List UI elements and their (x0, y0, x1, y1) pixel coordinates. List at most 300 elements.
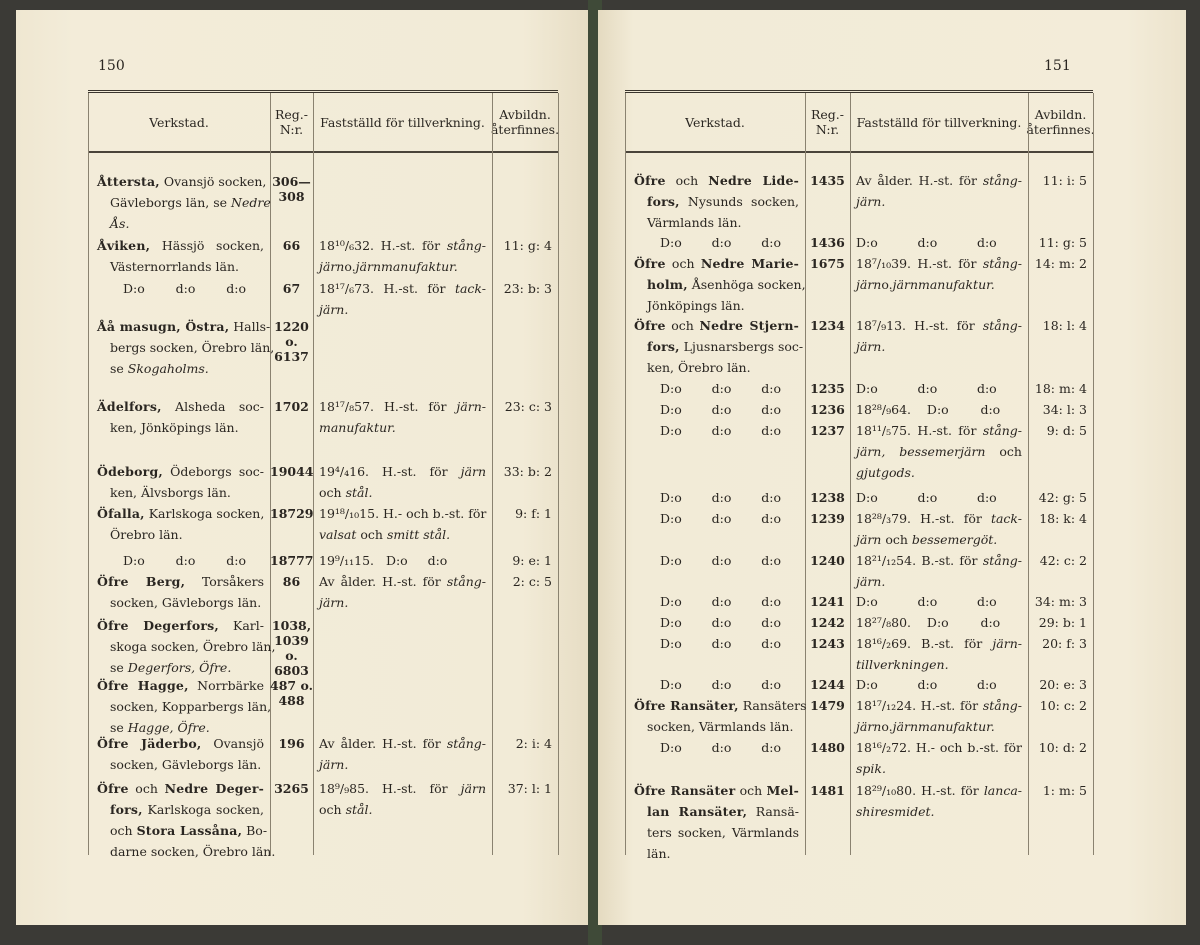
verkstad-cell (634, 315, 804, 378)
faststalld-cell (856, 170, 1022, 212)
avbildn-cell: 11: g: 5 (1038, 235, 1087, 250)
text-segment: Örebro län. (110, 527, 183, 542)
text-segment: 18²⁹/₁₀80. H.-st. för (856, 783, 984, 798)
ditto-line (634, 550, 799, 571)
verkstad-cell (634, 232, 799, 253)
text-segment: Gävleborgs län, se (110, 195, 232, 210)
text-segment: Västernorrlands län. (110, 259, 240, 274)
text-segment: stång- (982, 698, 1022, 713)
text-segment: socken, Gävleborgs län. (110, 595, 262, 610)
header-verkstad: Verkstad. (685, 114, 745, 130)
ditto-mark: D:o (660, 740, 682, 755)
text-line (97, 316, 271, 337)
text-segment: Norrbärke (188, 678, 264, 693)
text-segment: Öfre Ransäter, (634, 698, 739, 713)
text-line (97, 778, 264, 799)
verkstad-cell (97, 778, 276, 862)
reg-number: 196 (278, 736, 305, 751)
text-line (97, 482, 264, 503)
reg-number: 306— (272, 174, 311, 189)
text-line (634, 212, 799, 233)
faststalld-cell (856, 399, 1022, 420)
ditto-mark: d:o (175, 553, 196, 568)
text-line (634, 274, 806, 295)
text-segment: Åå masugn, Östra, (97, 319, 230, 334)
register-table (625, 90, 1095, 861)
text-line (856, 780, 1022, 801)
text-segment: Halls- (229, 319, 271, 334)
text-segment: Öfre (97, 781, 129, 796)
reg-nr-cell (805, 737, 850, 755)
text-segment: Öfre (634, 318, 666, 333)
text-segment: ken, Jönköpings län. (110, 420, 239, 435)
text-segment: Hagge, Öfre. (127, 720, 210, 735)
faststalld-cell (856, 737, 1022, 779)
text-segment: Ljusnarsbergs soc- (679, 339, 804, 354)
text-segment: holm, (647, 277, 688, 292)
text-segment: socken, Kopparbergs län, (110, 699, 272, 714)
reg-number: 3265 (274, 781, 309, 796)
ditto-line (634, 674, 799, 695)
header-faststalld: Fastställd för tillverkning. (856, 114, 1022, 130)
ditto-line (634, 591, 799, 612)
text-segment: lanca- (983, 783, 1022, 798)
reg-nr-cell (805, 487, 850, 505)
verkstad-cell (97, 278, 264, 299)
avbildn-cell: 29: b: 1 (1038, 615, 1087, 630)
text-segment: skoga socken, Örebro län, (110, 639, 276, 654)
verkstad-cell (634, 253, 806, 316)
text-segment: bessemergöt. (911, 532, 998, 547)
reg-number: 1238 (810, 490, 845, 505)
page-number: 150 (98, 58, 125, 74)
text-line (97, 615, 264, 636)
text-line (97, 696, 272, 717)
verkstad-cell (97, 503, 264, 545)
reg-number: 1480 (810, 740, 845, 755)
ditto-mark: d:o (226, 281, 246, 296)
text-segment: och (319, 485, 346, 500)
avbildn-cell: 2: i: 4 (515, 736, 552, 751)
reg-number: 1236 (810, 402, 845, 417)
text-segment: Ransä- (747, 804, 799, 819)
verkstad-cell (634, 612, 799, 633)
faststalld-cell (319, 571, 486, 613)
text-line (856, 737, 1022, 758)
avbildn-cell: 33: b: 2 (503, 464, 552, 479)
text-segment: stång- (982, 173, 1022, 188)
text-segment: ken, Älvsborgs län. (110, 485, 231, 500)
text-segment: Ädelfors, (97, 399, 162, 414)
text-line (97, 417, 264, 438)
header-avbildn: Avbildn. återfinnes. (490, 107, 560, 137)
text-segment: Jönköpings län. (647, 298, 745, 313)
reg-number: 308 (278, 189, 305, 204)
text-segment: tillverkningen. (856, 657, 949, 672)
reg-number: 1237 (810, 423, 845, 438)
text-segment: 18¹⁰/₆32. H.-st. för (319, 238, 447, 253)
reg-nr-cell (805, 232, 850, 250)
text-line (97, 841, 276, 862)
text-segment: och (735, 783, 767, 798)
text-segment: Nedre Lide- (708, 173, 799, 188)
text-segment: Öfre (634, 256, 666, 271)
reg-nr-cell (270, 171, 313, 204)
left-page (16, 10, 592, 925)
text-line (856, 462, 1022, 483)
text-segment: Värmlands län. (647, 215, 742, 230)
text-segment: 18⁷/₁₀39. H.-st. för (856, 256, 983, 271)
reg-nr-cell (270, 461, 313, 479)
text-segment: Ödeborgs soc- (162, 464, 264, 479)
ditto-mark: d:o (711, 490, 732, 505)
reg-number: 67 (282, 281, 301, 296)
text-segment: fors, (647, 339, 680, 354)
ditto-mark: d:o (761, 615, 781, 630)
avbildn-cell: 9: f: 1 (515, 506, 552, 521)
ditto-mark: D:o (660, 636, 682, 651)
text-segment: järn- (992, 636, 1022, 651)
text-segment: Av ålder. H.-st. för (856, 173, 983, 188)
reg-nr-cell (805, 780, 850, 798)
text-line (856, 758, 1022, 779)
text-segment: Ovansjö (201, 736, 264, 751)
avbildn-cell: 34: m: 3 (1034, 594, 1087, 609)
ditto-line (634, 633, 799, 654)
text-line (856, 550, 1022, 571)
ditto-mark: d:o (761, 677, 781, 692)
text-segment: Ransäters (738, 698, 807, 713)
text-line (97, 592, 264, 613)
ditto-mark: d:o (711, 511, 732, 526)
text-segment: Öfre Ransäter (634, 783, 736, 798)
faststalld-cell (856, 550, 1022, 592)
text-segment: Nedre (231, 195, 271, 210)
reg-nr-cell (270, 615, 313, 678)
text-line (319, 396, 486, 417)
text-segment: stång- (982, 553, 1022, 568)
text-line (97, 256, 264, 277)
ditto-mark: D:o (660, 615, 682, 630)
verkstad-cell (634, 674, 799, 695)
text-line (319, 754, 486, 775)
verkstad-cell (634, 378, 799, 399)
text-segment: järnmanufaktur. (892, 277, 995, 292)
verkstad-cell (634, 487, 799, 508)
reg-number: 1039 o. (274, 633, 309, 663)
ditto-line (634, 612, 799, 633)
text-segment: Skogaholms. (127, 361, 209, 376)
text-segment: Nedre Deger- (164, 781, 264, 796)
ditto-mark: D:o (660, 594, 682, 609)
ditto-mark: d:o (175, 281, 196, 296)
text-segment: manufaktur. (319, 420, 396, 435)
faststalld-cell (856, 378, 1022, 399)
reg-number: 1244 (810, 677, 845, 692)
text-line (319, 778, 486, 799)
ditto-line (634, 508, 799, 529)
ditto-mark: d:o (711, 381, 732, 396)
text-line (319, 278, 486, 299)
text-segment: o. (881, 277, 893, 292)
text-line (634, 716, 799, 737)
reg-number: 1702 (274, 399, 309, 414)
reg-nr-cell (270, 235, 313, 253)
verkstad-cell (97, 615, 276, 678)
text-segment: 19⁹/₁₁15. D:o d:o (319, 553, 448, 568)
ditto-mark: d:o (761, 402, 781, 417)
text-segment: och (881, 532, 912, 547)
text-segment: 18¹⁷/₆73. H.-st. för (319, 281, 455, 296)
text-segment: järn. (319, 595, 349, 610)
text-segment: och (985, 444, 1022, 459)
text-segment: socken, Värmlands län. (647, 719, 794, 734)
ditto-mark: D:o (660, 381, 682, 396)
text-line (97, 503, 264, 524)
avbildn-cell: 23: c: 3 (504, 399, 552, 414)
text-segment: och (110, 823, 137, 838)
faststalld-cell (856, 674, 1022, 695)
text-segment: järn. (856, 339, 886, 354)
faststalld-cell (856, 633, 1022, 675)
text-segment: 19¹⁸/₁₀15. H.- och b.-st. för (319, 506, 487, 521)
ditto-mark: d:o (761, 490, 781, 505)
text-line (319, 461, 486, 482)
avbildn-cell: 34: l: 3 (1042, 402, 1087, 417)
text-line (856, 633, 1022, 654)
avbildn-cell: 9: d: 5 (1046, 423, 1087, 438)
text-segment: stång- (446, 574, 486, 589)
ditto-mark: D:o (123, 281, 145, 296)
ditto-line (634, 737, 799, 758)
reg-number: 1239 (810, 511, 845, 526)
reg-number: 1436 (810, 235, 845, 250)
text-segment: och (319, 802, 346, 817)
faststalld-cell (319, 778, 486, 820)
text-segment: stång- (982, 318, 1022, 333)
text-line (856, 591, 1022, 612)
text-segment: se (110, 361, 128, 376)
text-line (97, 733, 264, 754)
avbildn-cell: 14: m: 2 (1034, 256, 1087, 271)
text-segment: Mel- (766, 783, 799, 798)
text-segment: Öfre Hagge, (97, 678, 189, 693)
faststalld-cell (319, 461, 486, 503)
faststalld-cell (856, 253, 1022, 295)
column-divider (558, 93, 559, 855)
text-line (319, 235, 486, 256)
verkstad-cell (97, 675, 272, 738)
text-segment: järn. (856, 574, 886, 589)
text-segment: järn, bessemerjärn (856, 444, 986, 459)
avbildn-cell: 42: c: 2 (1039, 553, 1087, 568)
text-segment: 19⁴/₄16. H.-st. för (319, 464, 461, 479)
text-segment: o. (881, 719, 893, 734)
text-line (856, 654, 1022, 675)
avbildn-cell: 42: g: 5 (1038, 490, 1087, 505)
text-segment: järn- (456, 399, 486, 414)
avbildn-cell: 20: e: 3 (1039, 677, 1087, 692)
text-line (97, 337, 275, 358)
ditto-mark: d:o (711, 740, 732, 755)
text-line (634, 191, 799, 212)
ditto-line (97, 278, 264, 299)
text-line (319, 799, 486, 820)
text-segment: Karlskoga socken, (142, 802, 264, 817)
ditto-mark: d:o (711, 423, 732, 438)
avbildn-cell: 37: l: 1 (507, 781, 552, 796)
reg-number: 1242 (810, 615, 845, 630)
ditto-mark: d:o (761, 636, 781, 651)
text-segment: 18⁷/₉13. H.-st. för (856, 318, 983, 333)
text-line (634, 357, 799, 378)
ditto-mark: d:o (761, 594, 781, 609)
ditto-mark: d:o (711, 636, 732, 651)
text-line (856, 336, 1022, 357)
column-divider (850, 93, 851, 855)
ditto-line (634, 232, 799, 253)
reg-nr-cell (270, 733, 313, 751)
text-segment: Av ålder. H.-st. för (319, 736, 447, 751)
reg-number: 1038, (271, 618, 312, 633)
text-line (856, 232, 1022, 253)
faststalld-cell (319, 503, 486, 545)
text-line (634, 801, 799, 822)
text-line (97, 171, 267, 192)
reg-nr-cell (805, 674, 850, 692)
header-reg-nr: Reg.-N:r. (810, 107, 844, 137)
text-segment: 18²⁸/₉64. D:o d:o (856, 402, 1001, 417)
reg-number: 6137 (274, 349, 309, 364)
text-segment: ken, Örebro län. (647, 360, 751, 375)
text-line (97, 636, 276, 657)
text-segment: 18²⁷/₈80. D:o d:o (856, 615, 1001, 630)
verkstad-cell (634, 170, 799, 233)
reg-nr-cell (270, 503, 313, 521)
reg-number: 1243 (810, 636, 845, 651)
text-line (856, 716, 1022, 737)
reg-nr-cell (805, 315, 850, 333)
register-table (88, 90, 560, 859)
column-divider (625, 93, 626, 855)
text-line (634, 315, 799, 336)
text-segment: spik. (856, 761, 886, 776)
text-segment: Öfre (634, 173, 666, 188)
verkstad-cell (97, 316, 275, 379)
table-header (88, 93, 558, 153)
text-line (856, 571, 1022, 592)
reg-nr-cell (805, 591, 850, 609)
ditto-mark: d:o (711, 402, 732, 417)
faststalld-cell (319, 733, 486, 775)
text-line (856, 674, 1022, 695)
text-segment: stång- (446, 238, 486, 253)
ditto-mark: D:o (660, 511, 682, 526)
ditto-mark: d:o (711, 553, 732, 568)
text-line (634, 336, 804, 357)
reg-number: 18777 (270, 553, 314, 568)
text-segment: Ödeborg, (97, 464, 163, 479)
avbildn-cell: 10: d: 2 (1038, 740, 1087, 755)
text-segment: Av ålder. H.-st. för (319, 574, 447, 589)
text-line (856, 695, 1022, 716)
text-segment: järn (319, 259, 345, 274)
verkstad-cell (97, 396, 264, 438)
text-segment: D:o d:o d:o (856, 490, 997, 505)
text-segment: Öfre Degerfors, (97, 618, 219, 633)
text-line (97, 461, 264, 482)
text-segment: Nedre Marie- (700, 256, 799, 271)
verkstad-cell (634, 399, 799, 420)
text-line (634, 695, 807, 716)
text-line (856, 253, 1022, 274)
text-line (319, 524, 486, 545)
avbildn-cell: 2: c: 5 (512, 574, 552, 589)
reg-number: 1479 (810, 698, 845, 713)
faststalld-cell (856, 420, 1022, 483)
text-segment: Nysunds socken, (679, 194, 799, 209)
text-segment: shiresmidet. (856, 804, 935, 819)
text-line (97, 396, 264, 417)
ditto-mark: d:o (711, 677, 732, 692)
text-segment: järn (856, 277, 882, 292)
faststalld-cell (319, 235, 486, 277)
text-line (319, 482, 486, 503)
text-segment: tack- (454, 281, 486, 296)
reg-nr-cell (270, 675, 313, 708)
avbildn-cell: 23: b: 3 (503, 281, 552, 296)
verkstad-cell (97, 235, 264, 277)
ditto-mark: D:o (660, 402, 682, 417)
faststalld-cell (856, 487, 1022, 508)
text-segment: Torsåkers (185, 574, 264, 589)
ditto-line (97, 550, 264, 571)
text-segment: fors, (110, 802, 143, 817)
reg-nr-cell (270, 316, 313, 364)
text-line (319, 571, 486, 592)
text-segment: järn (460, 464, 486, 479)
text-segment: Bo- (242, 823, 268, 838)
ditto-mark: d:o (761, 235, 781, 250)
text-line (97, 524, 264, 545)
reg-number: 488 (278, 693, 305, 708)
reg-nr-cell (805, 378, 850, 396)
text-line (856, 315, 1022, 336)
text-segment: 18¹⁷/₈57. H.-st. för (319, 399, 457, 414)
text-segment: se (110, 660, 128, 675)
text-segment: Åsenhöga socken, (687, 277, 806, 292)
table-header (625, 93, 1093, 153)
text-segment: och (665, 256, 701, 271)
text-segment: järn. (856, 194, 886, 209)
reg-number: 1234 (810, 318, 845, 333)
reg-number: 1435 (810, 173, 845, 188)
right-page (598, 10, 1186, 925)
text-line (634, 843, 799, 864)
text-segment: järnmanufaktur. (355, 259, 458, 274)
text-segment: lan Ransäter, (647, 804, 748, 819)
verkstad-cell (97, 461, 264, 503)
text-line (634, 253, 799, 274)
faststalld-cell (856, 232, 1022, 253)
text-segment: Ås. (110, 216, 130, 231)
text-segment: 18²¹/₁₂54. B.-st. för (856, 553, 983, 568)
reg-number: 19044 (270, 464, 314, 479)
faststalld-cell (856, 780, 1022, 822)
text-line (634, 295, 799, 316)
verkstad-cell (634, 508, 799, 529)
text-segment: stång- (982, 256, 1022, 271)
